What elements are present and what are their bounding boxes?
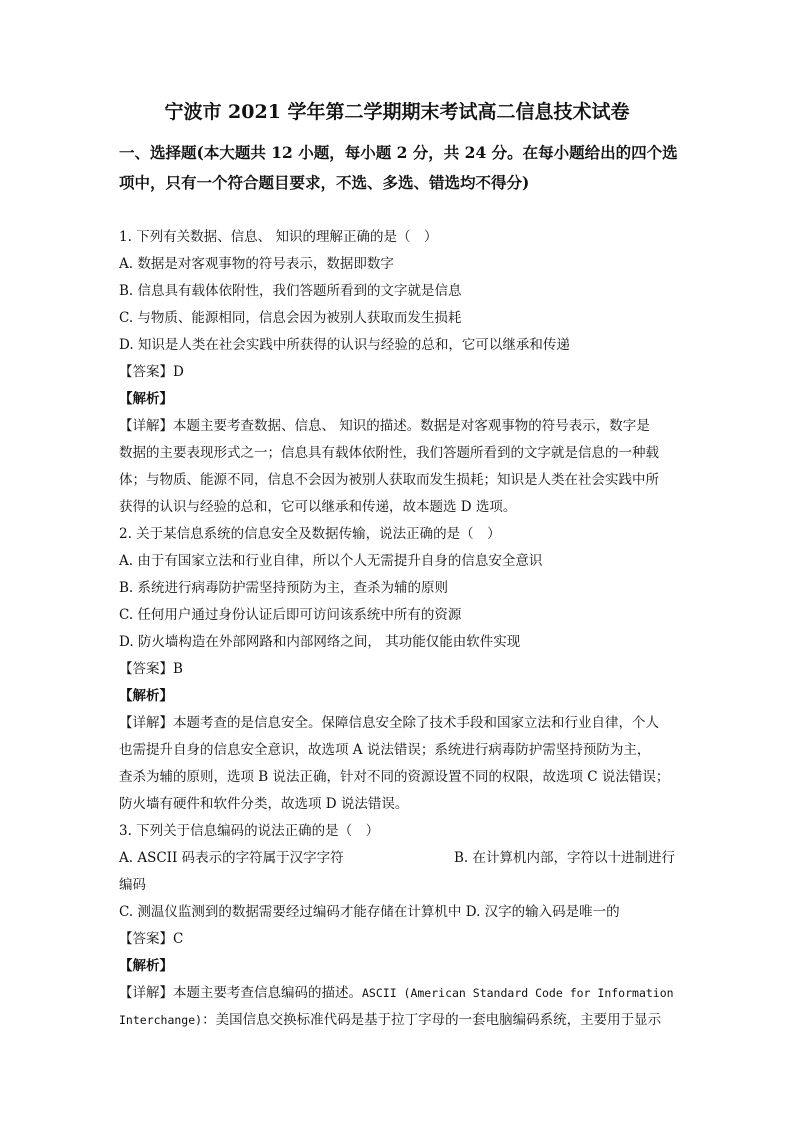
question-1-option-d: D. 知识是人类在社会实践中所获得的认识与经验的总和，它可以继承和传递: [119, 337, 570, 353]
question-2-detail-line-1: 【详解】本题考查的是信息安全。保障信息安全除了技术手段和国家立法和行业自律，个人: [119, 715, 659, 731]
question-3-option-b-cont: 编码: [119, 877, 146, 893]
question-3-analysis-label: 【解析】: [119, 958, 173, 974]
question-2-detail-line-2: 也需提升自身的信息安全意识，故选项 A 说法错误；系统进行病毒防护需坚持预防为主，: [119, 742, 651, 758]
question-3-answer: 【答案】C: [119, 931, 184, 947]
section-heading: [119, 138, 678, 198]
question-2-stem: 2. 关于某信息系统的信息安全及数据传输，说法正确的是（ ）: [119, 526, 501, 542]
question-3-detail-interchange: Interchange): [119, 1013, 203, 1027]
page-title: 宁波市 2021 学年第二学期期末考试高二信息技术试卷: [164, 101, 630, 123]
question-3-option-b: B. 在计算机内部，字符以十进制进行: [453, 850, 675, 866]
question-1-analysis-label: 【解析】: [119, 391, 173, 407]
question-1-detail-line-2: 数据的主要表现形式之一；信息具有载体依附性，我们答题所看到的文字就是信息的一种载: [119, 445, 659, 461]
question-2-answer: 【答案】B: [119, 661, 183, 677]
question-3-detail-rest: ：美国信息交换标准代码是基于拉丁字母的一套电脑编码系统，主要用于显示: [202, 1012, 662, 1028]
question-3-option-a: A. ASCII 码表示的字符属于汉字字符: [119, 850, 344, 866]
question-2-detail-line-4: 防火墙有硬件和软件分类，故选项 D 说法错误。: [119, 796, 409, 812]
question-1-detail-line-4: 获得的认识与经验的总和，它可以继承和传递，故本题选 D 选项。: [119, 499, 517, 515]
question-3-detail-line-1: [119, 980, 675, 1007]
section-heading-line-1: 一、选择题(本大题共 12 小题，每小题 2 分，共 24 分。在每小题给出的四个选: [119, 143, 678, 162]
question-3-detail-ascii: ASCII (American Standard Code for Information: [362, 986, 674, 1000]
question-2-analysis-label: 【解析】: [119, 688, 173, 704]
question-3-options-cd: C. 测温仪监测到的数据需要经过编码才能存储在计算机中 D. 汉字的输入码是唯一的: [119, 904, 620, 920]
question-2-option-a: A. 由于有国家立法和行业自律，所以个人无需提升自身的信息安全意识: [119, 553, 543, 569]
question-1-detail-line-1: 【详解】本题主要考查数据、信息、 知识的描述。数据是对客观事物的符号表示，数字是: [119, 418, 650, 434]
question-2-option-c: C. 任何用户通过身份认证后即可访问该系统中所有的资源: [119, 607, 462, 623]
question-1-stem: 1. 下列有关数据、信息、 知识的理解正确的是（ ）: [119, 229, 438, 245]
question-1-option-c: C. 与物质、能源相同，信息会因为被别人获取而发生损耗: [119, 310, 462, 326]
question-3-stem: 3. 下列关于信息编码的说法正确的是（ ）: [119, 823, 380, 839]
question-3-options-ab: [119, 845, 675, 872]
question-1-answer: 【答案】D: [119, 364, 184, 380]
question-3-detail-line-2: [119, 1007, 675, 1034]
question-2-detail-line-3: 查杀为辅的原则，选项 B 说法正确，针对不同的资源设置不同的权限，故选项 C 说法错误；: [119, 769, 670, 785]
question-1-option-a: A. 数据是对客观事物的符号表示，数据即数字: [119, 256, 394, 272]
questions-body: [119, 224, 675, 1034]
question-3-detail-lead: 【详解】本题主要考查信息编码的描述。: [119, 985, 362, 1001]
question-1-option-b: B. 信息具有载体依附性，我们答题所看到的文字就是信息: [119, 283, 462, 299]
question-1-detail-line-3: 体；与物质、能源不同，信息不会因为被别人获取而发生损耗；知识是人类在社会实践中所: [119, 472, 659, 488]
section-heading-line-2: 项中，只有一个符合题目要求，不选、多选、错选均不得分): [119, 173, 530, 192]
question-2-option-b: B. 系统进行病毒防护需坚持预防为主，查杀为辅的原则: [119, 580, 449, 596]
question-2-option-d: D. 防火墙构造在外部网路和内部网络之间， 其功能仅能由软件实现: [119, 634, 521, 650]
